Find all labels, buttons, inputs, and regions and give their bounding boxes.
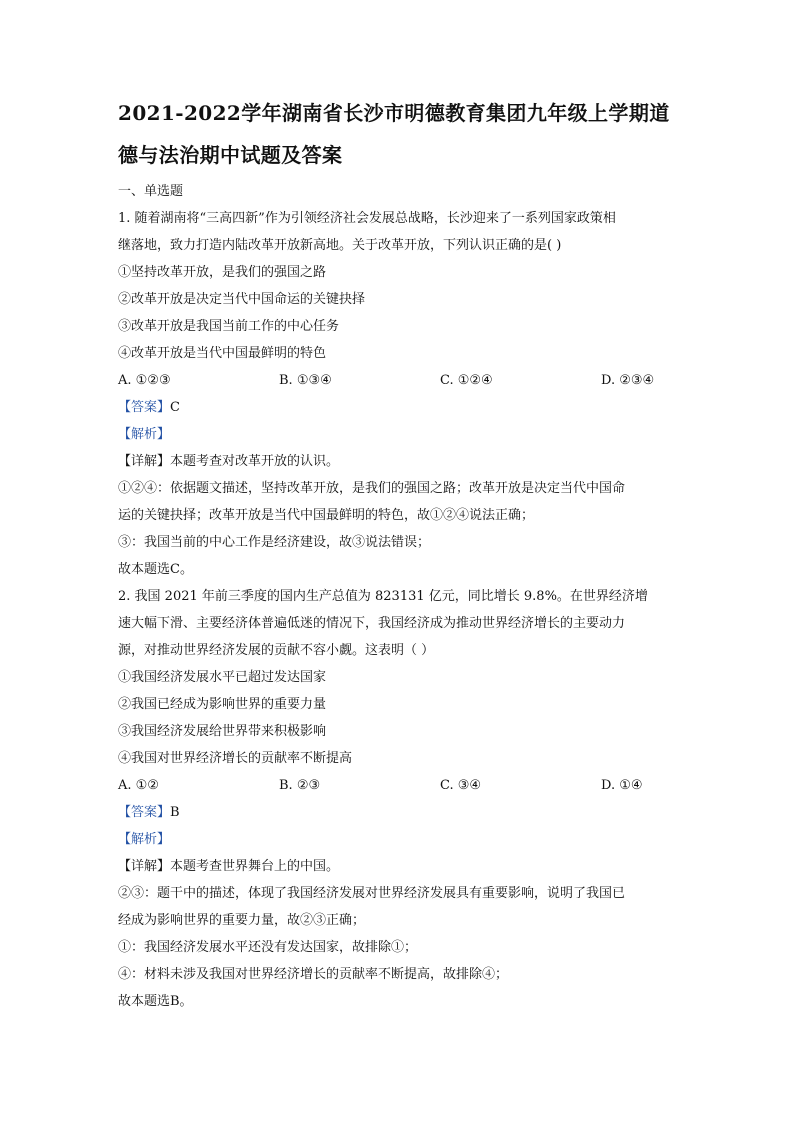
q2-option-b: B. ②③ [279, 778, 321, 793]
q1-explanation-line-2: 运的关键抉择；改革开放是当代中国最鲜明的特色，故①②④说法正确； [118, 508, 535, 523]
q2-item-2: ②我国已经成为影响世界的重要力量 [118, 697, 327, 712]
q2-stem-line-2: 速大幅下滑、主要经济体普遍低迷的情况下，我国经济成为推动世界经济增长的主要动力 [118, 616, 626, 631]
q2-explanation-line-4: ④：材料未涉及我国对世界经济增长的贡献率不断提高，故排除④； [118, 967, 509, 982]
q1-item-4: ④改革开放是当代中国最鲜明的特色 [118, 346, 327, 361]
q1-stem-line-1: 1. 随着湖南将“三高四新”作为引领经济社会发展总战略，长沙迎来了一系列国家政策相 [118, 211, 616, 226]
q1-item-2: ②改革开放是决定当代中国命运的关键抉择 [118, 292, 366, 307]
q2-option-c: C. ③④ [440, 778, 482, 793]
q1-conclusion: 故本题选C。 [118, 562, 193, 577]
q2-analysis [118, 826, 684, 853]
section-heading: 一、单选题 [118, 184, 184, 199]
document-title [118, 92, 688, 176]
q2-option-d: D. ①④ [601, 778, 643, 793]
q2-answer-tag: 【答案】 [118, 805, 171, 820]
title-line-1: 2021-2022学年湖南省长沙市明德教育集团九年级上学期道 [118, 101, 670, 125]
q1-detail-tag: 【详解】 [118, 454, 171, 469]
q2-item-4: ④我国对世界经济增长的贡献率不断提高 [118, 751, 353, 766]
q1-item-3: ③改革开放是我国当前工作的中心任务 [118, 319, 340, 334]
q1-explanation-line-1: ①②④：依据题文描述，坚持改革开放，是我们的强国之路；改革开放是决定当代中国命 [118, 481, 626, 496]
q2-answer-value: B [170, 805, 180, 820]
q1-option-c: C. ①②④ [440, 373, 493, 388]
q2-conclusion: 故本题选B。 [118, 994, 193, 1009]
title-line-2: 德与法治期中试题及答案 [118, 143, 343, 167]
q2-stem-line-1: 2. 我国 2021 年前三季度的国内生产总值为 823131 亿元，同比增长 9.8%。在世界经济增 [118, 589, 648, 604]
q1-analysis-tag: 【解析】 [118, 427, 171, 442]
q1-answer [118, 394, 684, 421]
q1-options [118, 367, 684, 394]
q1-detail-text: 本题考查对改革开放的认识。 [170, 454, 340, 469]
q2-options [118, 772, 684, 799]
q2-answer [118, 799, 684, 826]
q1-item-1: ①坚持改革开放，是我们的强国之路 [118, 265, 327, 280]
q2-explanation-line-3: ①：我国经济发展水平还没有发达国家，故排除①； [118, 940, 418, 955]
q1-stem-line-2: 继落地，致力打造内陆改革开放新高地。关于改革开放，下列认识正确的是( ) [118, 238, 562, 253]
q1-answer-value: C [170, 400, 180, 415]
q2-analysis-tag: 【解析】 [118, 832, 171, 847]
q2-detail-text: 本题考查世界舞台上的中国。 [170, 859, 340, 874]
q2-option-a: A. ①② [118, 778, 159, 793]
q1-option-b: B. ①③④ [279, 373, 332, 388]
q2-detail [118, 853, 684, 880]
q1-option-d: D. ②③④ [601, 373, 655, 388]
q2-detail-tag: 【详解】 [118, 859, 171, 874]
q2-explanation-line-1: ②③：题干中的描述，体现了我国经济发展对世界经济发展具有重要影响，说明了我国已 [118, 886, 626, 901]
q2-item-1: ①我国经济发展水平已超过发达国家 [118, 670, 327, 685]
q1-explanation-line-3: ③：我国当前的中心工作是经济建设，故③说法错误； [118, 535, 431, 550]
document-body [118, 178, 684, 1015]
q1-analysis [118, 421, 684, 448]
q1-answer-tag: 【答案】 [118, 400, 171, 415]
q2-item-3: ③我国经济发展给世界带来积极影响 [118, 724, 327, 739]
q1-detail [118, 448, 684, 475]
q1-option-a: A. ①②③ [118, 373, 171, 388]
q2-stem-line-3: 源，对推动世界经济发展的贡献不容小觑。这表明（ ） [118, 643, 435, 658]
q2-explanation-line-2: 经成为影响世界的重要力量，故②③正确； [118, 913, 366, 928]
